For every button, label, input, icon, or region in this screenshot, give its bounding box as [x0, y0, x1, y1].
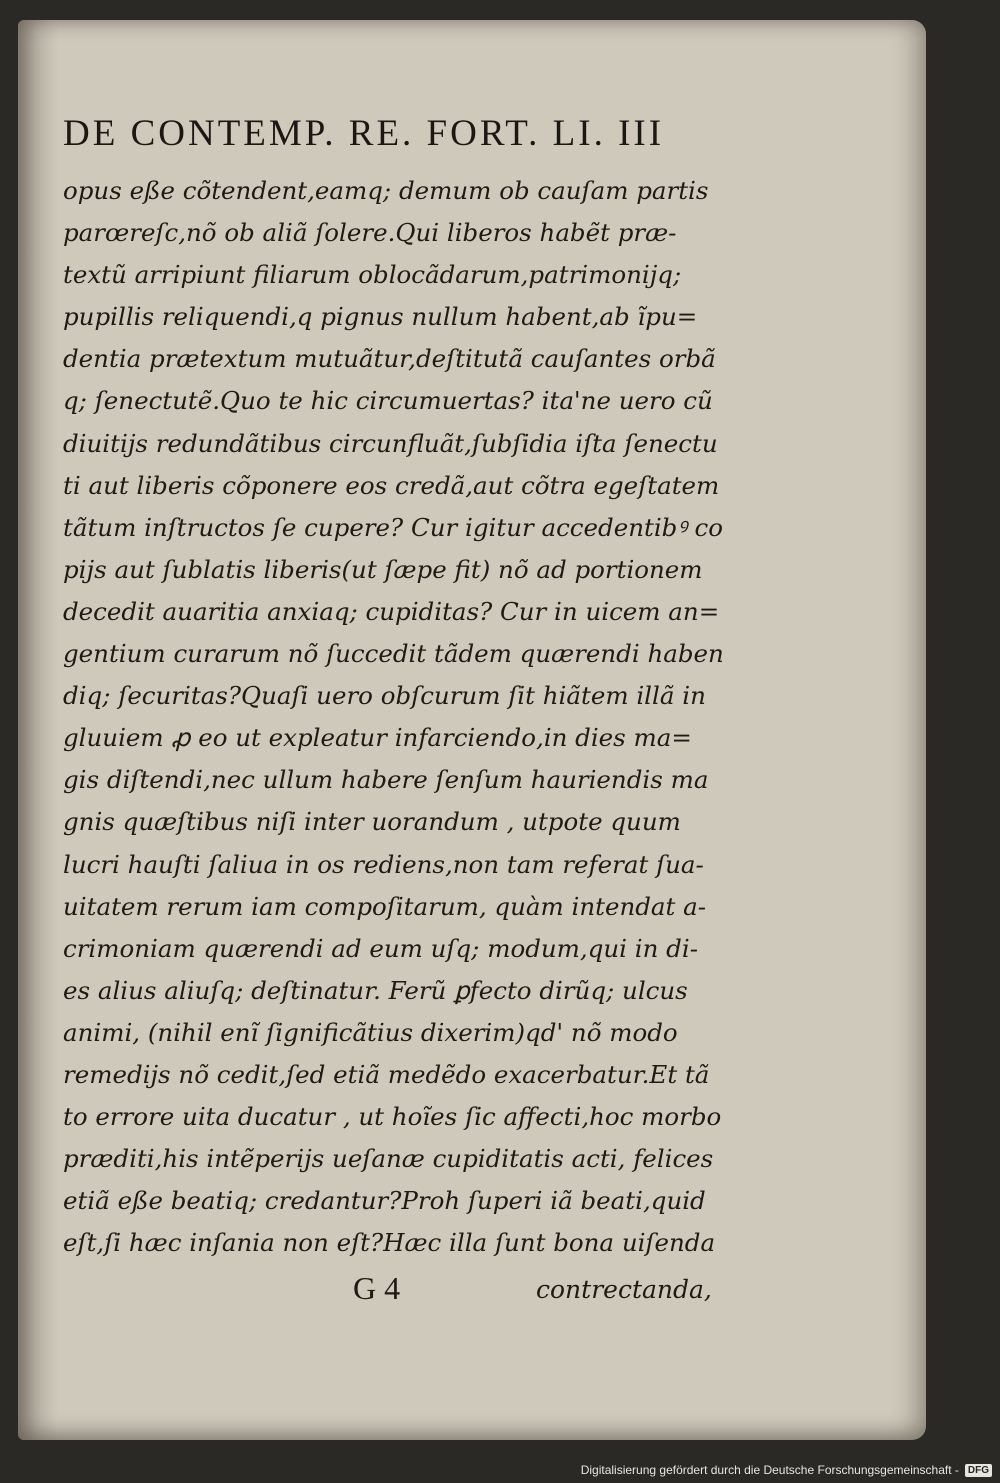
text-line: parœreſc,nõ ob aliã ſolere.Qui liberos habẽt præ- [63, 218, 677, 248]
text-line: textũ arripiunt filiarum oblocãdarum,patrimonijq; [63, 260, 682, 290]
book-page [18, 20, 926, 1440]
text-line: ti aut liberis cõponere eos credã,aut cõtra egeſtatem [63, 470, 720, 500]
page-gutter-shadow [18, 20, 58, 1440]
running-head: DE CONTEMP. RE. FORT. LI. III [63, 113, 665, 154]
footer-text: Digitalisierung gefördert durch die Deutsche Forschungsgemeinschaft - [580, 1463, 959, 1477]
text-line: uitatem rerum iam compoſitarum, quàm intendat a- [63, 891, 707, 921]
text-line: tãtum inſtructos ſe cupere? Cur igitur accedentibꝰ co [63, 512, 723, 542]
text-line: pupillis reliquendi,q pignus nullum habent,ab ĩpu= [63, 302, 698, 332]
text-line: lucri hauſti ſaliua in os rediens,non tam referat ſua- [63, 849, 704, 879]
text-line: opus eße cõtendent,eamq; demum ob cauſam partis [63, 176, 709, 205]
signature-mark: G 4 [353, 1270, 401, 1306]
dfg-logo-icon: DFG [965, 1464, 992, 1477]
text-block [63, 170, 733, 1264]
text-line: animi, (nihil enĩ ſignificãtius dixerim)qd' nõ modo [63, 1017, 678, 1047]
text-line: diq; ſecuritas?Quaſi uero obſcurum ſit hiãtem illã in [63, 681, 706, 711]
text-line: q; ſenectutẽ.Quo te hic circumuertas? ita'ne uero cũ [63, 386, 713, 416]
catchword: contrectanda, [536, 1275, 712, 1304]
text-line: gis diſtendi,nec ullum habere ſenſum hauriendis ma [63, 765, 709, 795]
text-line: decedit auaritia anxiaq; cupiditas? Cur in uicem an= [63, 596, 720, 626]
digitization-footer [581, 1463, 992, 1477]
text-line: diuitijs redundãtibus circunfluãt,ſubſidia iſta ſenectu [63, 428, 718, 458]
text-line: gnis quæſtibus niſi inter uorandum , utpote quum [63, 807, 681, 837]
text-line: gentium curarum nõ ſuccedit tãdem quærendi haben [63, 639, 724, 669]
text-line: præditi,his intẽperijs ueſanæ cupiditatis acti, felices [63, 1144, 714, 1174]
text-line: dentia prætextum mutuãtur,deſtitutã cauſantes orbã [63, 344, 716, 374]
text-line: remedijs nõ cedit,ſed etiã medẽdo exacerbatur.Et tã [63, 1059, 710, 1089]
text-line: es alius aliuſq; deſtinatur. Ferũ ꝑfecto dirũq; ulcus [63, 975, 688, 1005]
text-line: crimoniam quærendi ad eum uſq; modum,qui in di- [63, 933, 698, 963]
text-line: eſt,ſi hæc inſania non eſt?Hæc illa ſunt bona uiſenda [63, 1228, 716, 1258]
text-line: to errore uita ducatur , ut hoĩes ſic affecti,hoc morbo [63, 1102, 722, 1132]
text-line: gluuiem ꝓ eo ut expleatur infarciendo,in dies ma= [63, 723, 692, 753]
text-line: pijs aut ſublatis liberis(ut ſæpe fit) nõ ad portionem [63, 554, 703, 584]
text-line: etiã eße beatiq; credantur?Proh ſuperi iã beati,quid [63, 1186, 706, 1216]
